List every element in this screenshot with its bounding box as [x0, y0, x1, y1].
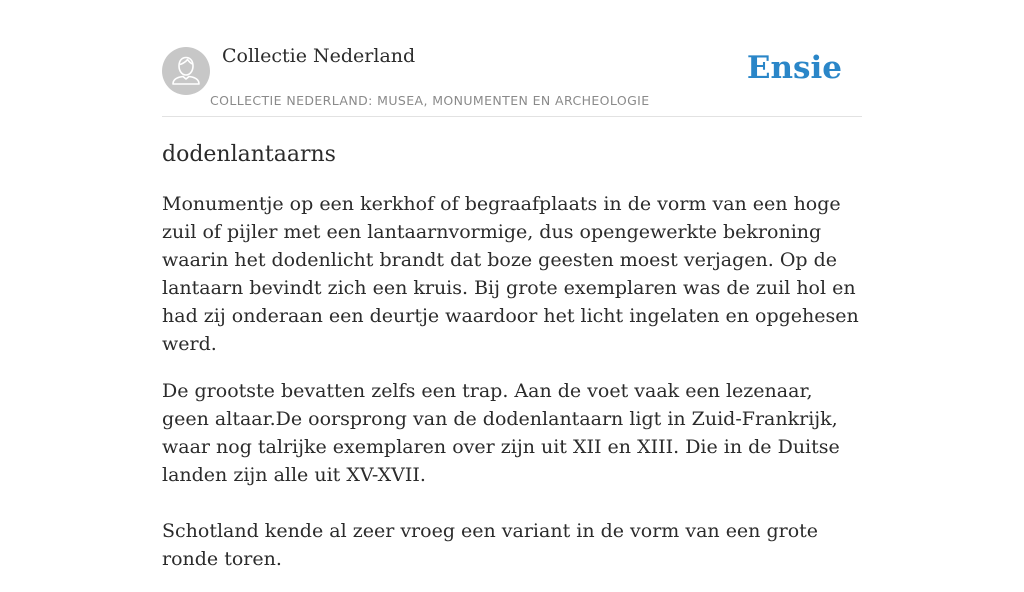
user-silhouette-icon: [162, 47, 210, 95]
author-avatar[interactable]: [162, 47, 210, 95]
author-name-link[interactable]: Collectie Nederland: [222, 45, 416, 67]
source-label: COLLECTIE NEDERLAND: MUSEA, MONUMENTEN EN ARCHEOLOGIE: [210, 93, 650, 108]
entry-paragraph-1: Monumentje op een kerkhof of begraafplaats in de vorm van een hoge zuil of pijler met een lantaarnvormige, dus opengewerkte bekroning waarin het dodenlicht brandt dat boze geesten moest verjagen. Op de lantaarn bevindt zich een kruis. Bij grote exemplaren was de zuil hol en had zij onderaan een deurtje waardoor het licht ingelaten en opgehesen werd.: [162, 193, 859, 355]
entry-term: dodenlantaarns: [162, 142, 336, 167]
entry-content: [162, 138, 862, 592]
entry-paragraph-3: Schotland kende al zeer vroeg een variant in de vorm van een grote ronde toren.: [162, 520, 819, 570]
header: [162, 0, 862, 117]
entry-paragraph-2: De grootste bevatten zelfs een trap. Aan de voet vaak een lezenaar, geen altaar.De oorsprong van de dodenlantaarn ligt in Zuid-Frankrijk, waar nog talrijke exemplaren over zijn uit XII en XIII. Die in de Duitse landen zijn alle uit XV-XVII.: [162, 380, 840, 486]
brand-logo-link[interactable]: Ensie: [746, 50, 842, 86]
